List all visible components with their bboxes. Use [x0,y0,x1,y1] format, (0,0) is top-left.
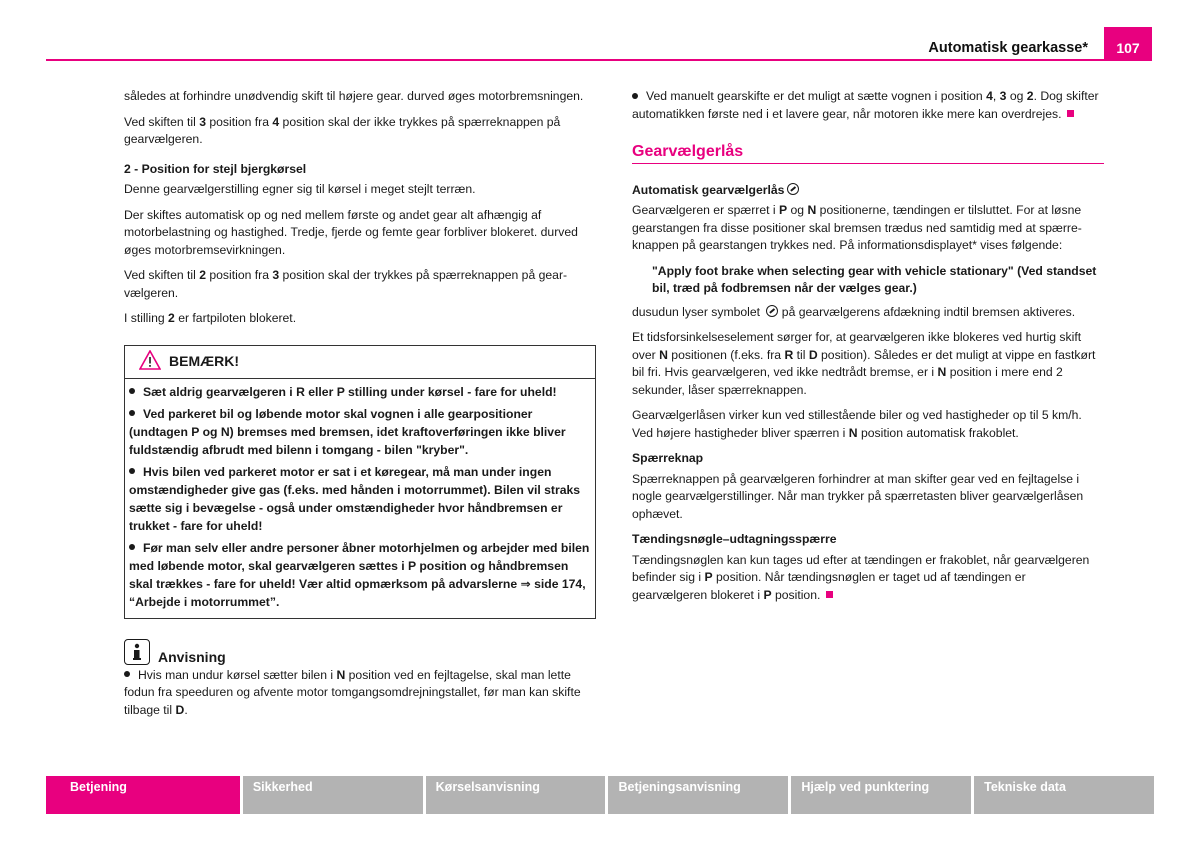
list-item [129,463,591,535]
text: Sæt aldrig gearvælgeren i R eller P stilling under kørsel - fare for uheld! [143,384,557,399]
text: Hvis man undur kørsel sætter bilen i [138,667,337,682]
nav-tab-korselsanvisning[interactable]: Kørselsanvisning [426,776,606,814]
cross-reference-link[interactable]: ⇒ side 174, “Arbejde i motorrummet”. [129,576,586,609]
left-column [124,88,596,727]
text: . [184,702,188,717]
text: . Dog skifter automatikken første ned i et lavere gear, når motoren ikke mere kan overdrejes. [632,89,1099,121]
list-item [129,383,591,401]
bullet-icon [129,388,135,394]
list-item [632,88,1104,123]
paragraph [632,552,1104,605]
text: P [778,203,788,217]
nav-tab-betjeningsanvisning[interactable]: Betjeningsanvisning [608,776,788,814]
bullet-icon [124,671,130,677]
text: N [807,203,817,217]
text: I stilling [124,311,169,325]
display-message-quote: "Apply foot brake when selecting gear with vehicle stationary" (Ved standset bil, træd på fodbremsen når der vælges gear.) [652,263,1097,295]
text: 2 [199,268,206,282]
text: N [937,365,947,379]
note-header [124,639,596,665]
brake-symbol-icon [766,305,778,317]
text: position skal der ikke trykkes på spærreknappen på gearvælgeren. [124,114,561,146]
end-marker-icon [826,591,833,598]
text: N [848,425,858,440]
text: 4 [272,114,280,129]
text: P [763,587,772,602]
text: position i mere end 2 sekunder, låser spærreknappen. [632,365,1063,397]
text: 3 [272,268,280,282]
paragraph [124,310,596,328]
bullet-icon [129,544,135,550]
list-item [129,539,591,611]
nav-tab-sikkerhed[interactable]: Sikkerhed [243,776,423,814]
paragraph [632,329,1104,399]
paragraph [632,304,1104,322]
warning-title: BEMÆRK! [169,352,239,369]
right-column [632,88,1104,612]
text: position. [771,587,821,602]
paragraph [632,202,1104,255]
text: og [1006,89,1027,103]
text: Gearvælgerlåsen virker kun ved stillestående biler og ved hastigheder op til 5 km/h. Ved højere hastigheder bliver spærren i [632,408,1082,440]
text: position automatisk frakoblet. [857,425,1019,440]
list-item [129,405,591,459]
text: N [659,347,668,362]
header-rule [46,59,1152,61]
text: position skal der trykkes på spærreknappen på gearvælgeren. [124,268,568,300]
warning-box [124,345,596,619]
text: er fartpiloten blokeret. [174,311,297,325]
chapter-title: Automatisk gearkasse* [928,40,1088,56]
text: Hvis bilen ved parkeret motor er sat i et køregear, må man under ingen omstændigheder give gas (f.eks. med hånden i motorrummet). Bilen vil straks sætte sig i bevægelse - også under omstændigheder hvor håndbremsen er trukket - fare for uheld! [129,464,581,533]
bullet-icon [632,93,638,99]
text: N [336,667,346,682]
text: 3 [199,114,206,129]
text: Automatisk gearvælgerlås [632,182,785,197]
nav-tab-betjening[interactable]: Betjening [46,776,240,814]
page-number: 107 [1116,40,1140,56]
text: Gearvælgeren er spærret i [632,203,779,217]
text: 2 [1026,89,1034,103]
text: 3 [999,89,1007,103]
text: position). Således er det muligt at vippe en fastkørt bil fri. Hvis gearvælgeren, ved ikke nedtrådt bremse, er i [632,347,1096,379]
text: position fra [205,114,273,129]
text: positionerne, tændingen er tilsluttet. For at løsne gearstangen fra disse positioner skal bremsen trædus ned samtidig med at spærreknappen på gearstangen trykkes ned. På informationsdisplayet* vises følgende: [632,203,1082,252]
page-number-badge [1104,27,1152,60]
subheading: 2 - Position for stejl bjergkørsel [124,161,307,176]
text: Ved skiften til [124,268,200,282]
note-title: Anvisning [158,649,226,665]
text: , [992,89,1000,103]
nav-tab-hjaelp-ved-punktering[interactable]: Hjælp ved punktering [791,776,971,814]
bullet-icon [129,410,135,416]
text: 2 [168,311,175,325]
warning-body [125,379,595,618]
paragraph: Denne gearvælgerstilling egner sig til kørsel i meget stejlt terræn. [124,182,476,196]
text: Før man selv eller andre personer åbner motorhjelmen og arbejder med bilen med løbende motor, skal gearvælgeren sættes i P position og håndbremsen skal trækkes - fare for uheld! Vær altid opmærksom på advarslerne [129,540,590,591]
paragraph [124,267,596,302]
warning-header [125,346,595,379]
text: til [793,347,809,362]
nav-tab-tekniske-data[interactable]: Tekniske data [974,776,1154,814]
chapter-nav [46,776,1154,814]
subheading: Spærreknap [632,451,704,465]
paragraph: således at forhindre unødvendig skift til højere gear. durved øges motorbremsningen. [124,89,584,103]
text: Ved parkeret bil og løbende motor skal vognen i alle gearpositioner (undtagen P og N) bremses med bremsen, idet kraftoverføringen ikke bliver fuldstændig afbrudt med bilenn i tomgang - bilen "kryber". [129,406,566,457]
text: R [784,347,794,362]
section-title: Gearvælgerlås [632,143,1104,164]
text: 4 [986,89,993,103]
text: D [175,702,185,717]
text: Tændingsnøglen kan kun tages ud efter at tændingen er frakoblet, når gearvælgeren befinder sig i [632,552,1090,584]
paragraph: Der skiftes automatisk op og ned mellem første og andet gear alt afhængig af motorbelastning og hastighed. Tredje, fjerde og femte gear forbliver blokeret. durved øges motorbremsevirkningen. [124,207,578,257]
paragraph: Spærreknappen på gearvælgeren forhindrer at man skifter gear ved en fejltagelse i nogle gearvælgerstillinger. Når man trykker på spærretasten bliver gearvælgerlåsen ophævet. [632,471,1084,521]
text: P [704,570,713,584]
text: positionen (f.eks. fra [667,347,785,362]
paragraph [632,407,1104,442]
bullet-icon [129,468,135,474]
brake-symbol-icon [787,183,799,195]
text: position ved en fejltagelse, skal man lette fodun fra speeduren og afvente motor tomgangsomdrejningstallet, før man kan skifte tilbage til [124,667,581,717]
text: position fra [205,268,273,282]
subheading: Tændingsnøgle–udtagningsspærre [632,532,837,546]
subheading [632,182,1104,200]
paragraph [124,114,596,149]
text: position. Når tændingsnøglen er taget ud af tændingen er gearvælgeren blokeret i [632,570,1026,602]
text: Ved skiften til [124,114,200,129]
end-marker-icon [1067,110,1074,117]
text: D [808,347,818,362]
text: og [787,203,808,217]
note-text [124,667,596,720]
text: Ved manuelt gearskifte er det muligt at sætte vognen i position [646,89,987,103]
text: dusudun lyser symbolet [632,304,764,319]
text: på gearvælgerens afdækning indtil bremsen aktiveres. [778,304,1076,319]
text: Et tidsforsinkelseselement sørger for, at gearvælgeren ikke blokeres ved hurtig skift over [632,330,1082,362]
info-note-icon [124,639,150,665]
